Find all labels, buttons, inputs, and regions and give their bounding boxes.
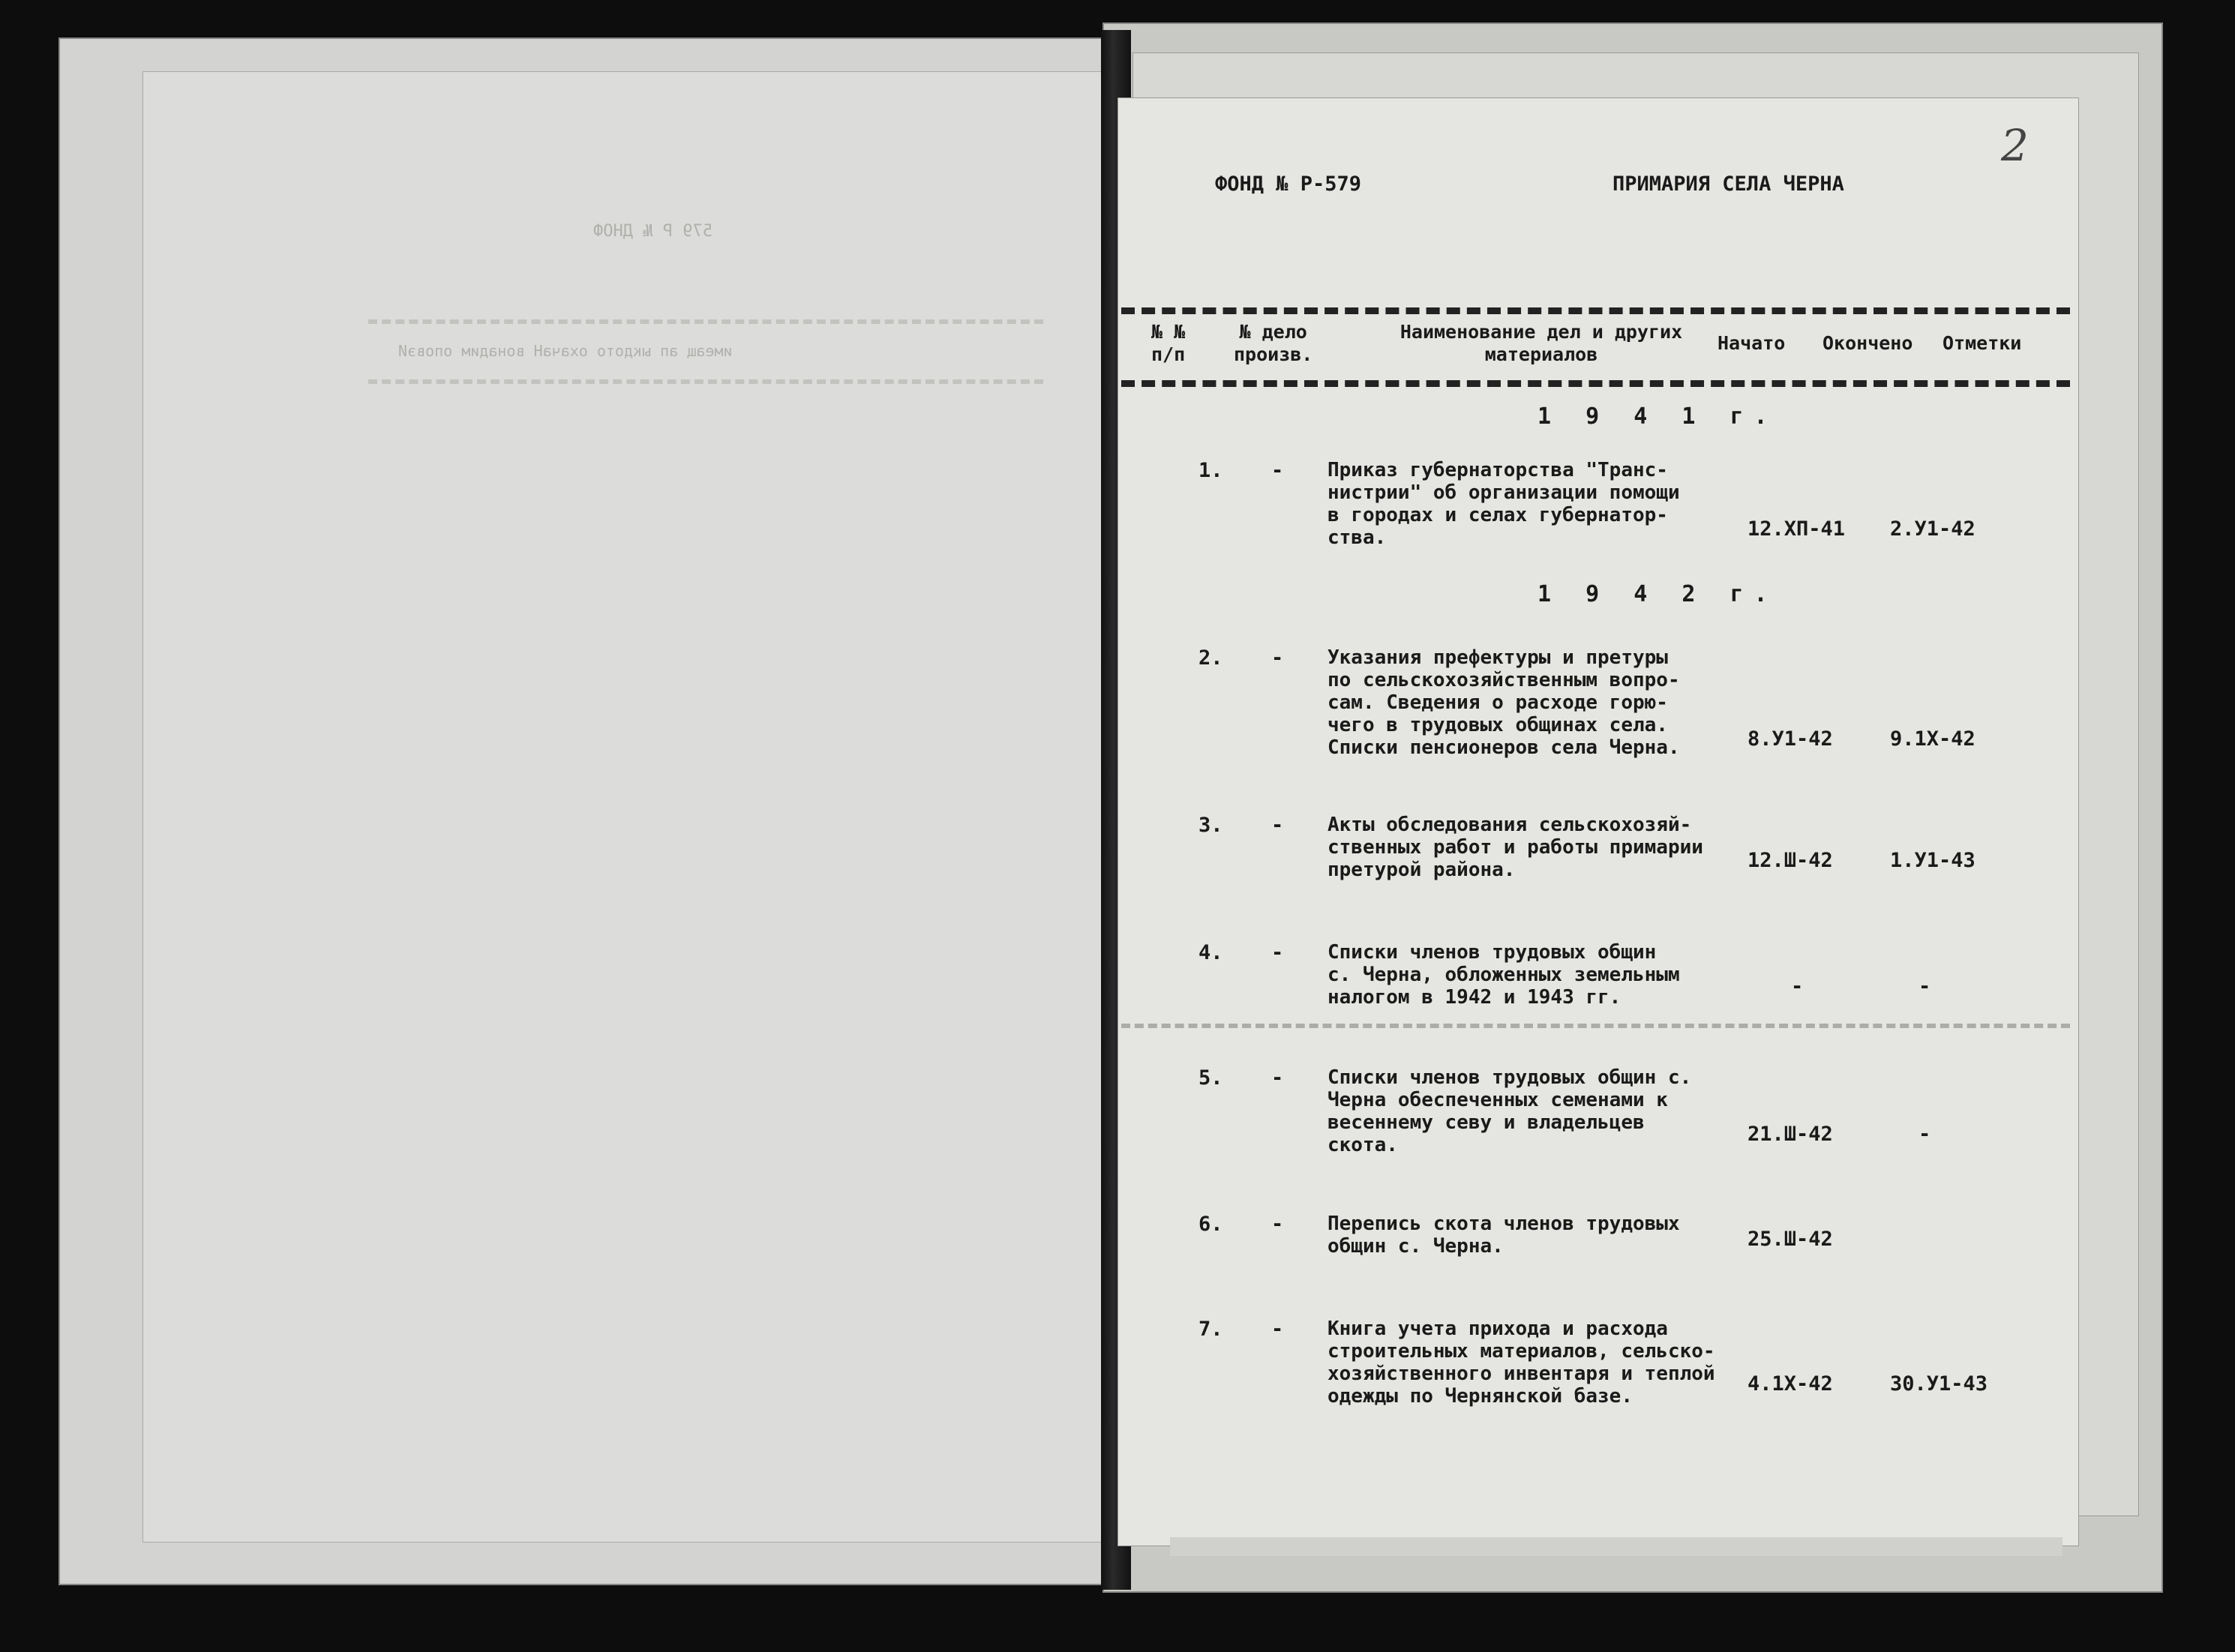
row-2-num: 2.	[1198, 646, 1223, 670]
row-7-case: -	[1271, 1318, 1284, 1341]
row-3-desc: Акты обследования сельскохозяй- ственных работ и работы примарии претурой района.	[1328, 814, 1703, 881]
col-name: Наименование дел и других материалов	[1400, 321, 1683, 365]
row-5-num: 5.	[1198, 1066, 1223, 1090]
archive-title: ПРИМАРИЯ СЕЛА ЧЕРНА	[1612, 172, 1844, 196]
row-1-case: -	[1271, 459, 1284, 482]
left-page-ghost-title: 579 Р № ДНОФ	[593, 222, 712, 241]
row-4-end: -	[1918, 975, 1931, 998]
row-2-desc: Указания префектуры и претуры по сельскохозяйственным вопро- сам. Сведения о расходе горю- чего в трудовых общинах села. Списки пенсионеров села Черна.	[1328, 646, 1680, 759]
row-3-end: 1.У1-43	[1890, 849, 1976, 872]
col-end: Окончено	[1822, 332, 1913, 354]
row-4-desc: Списки членов трудовых общин с. Черна, обложенных земельным налогом в 1942 и 1943 гг.	[1328, 941, 1680, 1009]
header-rule-top	[1121, 307, 2070, 314]
row-3-num: 3.	[1198, 814, 1223, 837]
row-3-case: -	[1271, 814, 1284, 837]
row-1-start: 12.XП-41	[1748, 517, 1846, 541]
year-heading-1941: 1 9 4 1 г.	[1538, 403, 1778, 430]
page-number-handwritten: 2	[2001, 120, 2029, 171]
row-2-end: 9.1Х-42	[1890, 727, 1976, 751]
left-page-ghost-headers: имеащ ап ыкдото охачаН вонадим оповэИ	[398, 342, 733, 360]
col-start: Начато	[1718, 332, 1786, 354]
row-1-end: 2.У1-42	[1890, 517, 1976, 541]
row-5-case: -	[1271, 1066, 1284, 1090]
page-bottom-edge	[1170, 1537, 2062, 1556]
fond-number: ФОНД № Р-579	[1215, 172, 1362, 196]
row-4-num: 4.	[1198, 941, 1223, 964]
row-1-num: 1.	[1198, 459, 1223, 482]
col-notes: Отметки	[1942, 332, 2022, 354]
row-6-case: -	[1271, 1213, 1284, 1236]
row-5-end: -	[1918, 1123, 1931, 1146]
row-6-num: 6.	[1198, 1213, 1223, 1236]
row-5-desc: Списки членов трудовых общин с. Черна обеспеченных семенами к весеннему севу и владельцев скота.	[1328, 1066, 1692, 1156]
row-6-start: 25.Ш-42	[1748, 1228, 1833, 1251]
row-1-desc: Приказ губернаторства "Транс- нистрии" об организации помощи в городах и селах губернатор- ства.	[1328, 459, 1680, 549]
row-7-end: 30.У1-43	[1890, 1372, 1988, 1396]
row-6-desc: Перепись скота членов трудовых общин с. Черна.	[1328, 1213, 1680, 1258]
row-4-start: -	[1791, 975, 1804, 998]
row-7-num: 7.	[1198, 1318, 1223, 1341]
row-4-case: -	[1271, 941, 1284, 964]
year-heading-1942: 1 9 4 2 г.	[1538, 581, 1778, 607]
row-2-start: 8.У1-42	[1748, 727, 1833, 751]
row-3-start: 12.Ш-42	[1748, 849, 1833, 872]
ghost-rule-bleedthrough	[1121, 1024, 2070, 1028]
row-7-start: 4.1Х-42	[1748, 1372, 1833, 1396]
left-page-ghost-rule-2	[368, 379, 1043, 384]
row-5-start: 21.Ш-42	[1748, 1123, 1833, 1146]
col-num: № № п/п	[1151, 321, 1186, 365]
row-2-case: -	[1271, 646, 1284, 670]
col-case: № дело произв.	[1234, 321, 1313, 365]
header-rule-bottom	[1121, 380, 2070, 387]
left-page-blank	[142, 71, 1119, 1543]
left-page-ghost-rule	[368, 319, 1043, 324]
row-7-desc: Книга учета прихода и расхода строительных материалов, сельско- хозяйственного инвентаря и теплой одежды по Чернянской базе.	[1328, 1318, 1715, 1408]
